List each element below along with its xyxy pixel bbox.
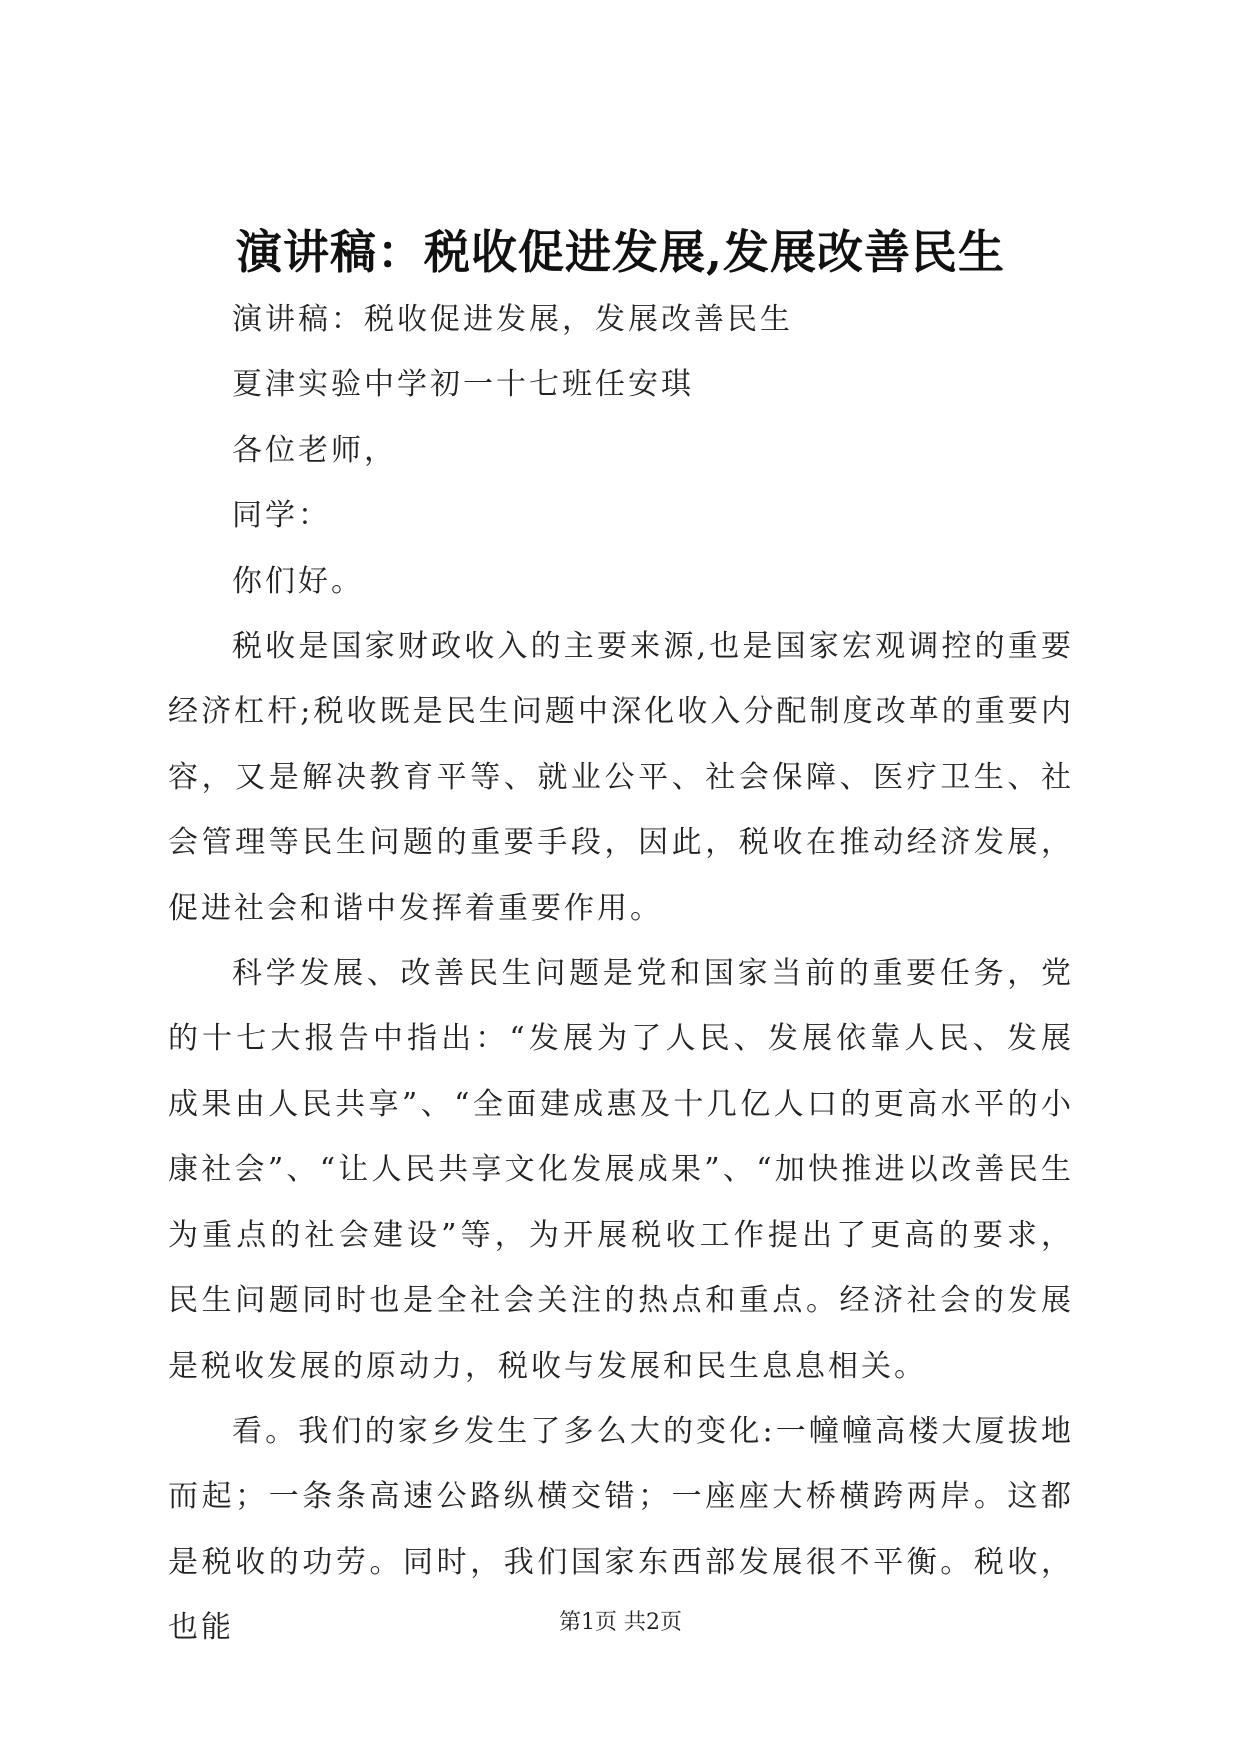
document-title: 演讲稿：税收促进发展,发展改善民生 [235, 225, 1005, 279]
salutation-students: 同学： [232, 498, 331, 534]
paragraph-2: 科学发展、改善民生问题是党和国家当前的重要任务，党的十七大报告中指出：“发展为了人民、发展依靠人民、发展成果由人民共享”、“全面建成惠及十几亿人口的更高水平的小康社会”、“让人民共享文化发展成果”、“加快推进以改善民生为重点的社会建设”等，为开展税收工作提出了更高的要求，民生问题同时也是全社会关注的热点和重点。经济社会的发展是税收发展的原动力，税收与发展和民生息息相关。 [168, 956, 1074, 1384]
document-body [168, 287, 1074, 1661]
paragraph-1: 税收是国家财政收入的主要来源,也是国家宏观调控的重要经济杠杆;税收既是民生问题中深化收入分配制度改革的重要内容，又是解决教育平等、就业公平、社会保障、医疗卫生、社会管理等民生问题的重要手段，因此，税收在推动经济发展，促进社会和谐中发挥着重要作用。 [168, 629, 1074, 926]
page-footer: 第1页 共2页 [559, 1610, 682, 1635]
subtitle-line: 演讲稿：税收促进发展，发展改善民生 [232, 302, 793, 337]
greeting-line: 你们好。 [232, 563, 364, 599]
salutation-teachers: 各位老师， [232, 432, 397, 468]
author-line: 夏津实验中学初一十七班任安琪 [232, 367, 694, 403]
paragraph-3: 看。我们的家乡发生了多么大的变化:一幢幢高楼大厦拔地而起；一条条高速公路纵横交错；一座座大桥横跨两岸。这都是税收的功劳。同时，我们国家东西部发展很不平衡。税收，也能 [168, 1413, 1074, 1646]
